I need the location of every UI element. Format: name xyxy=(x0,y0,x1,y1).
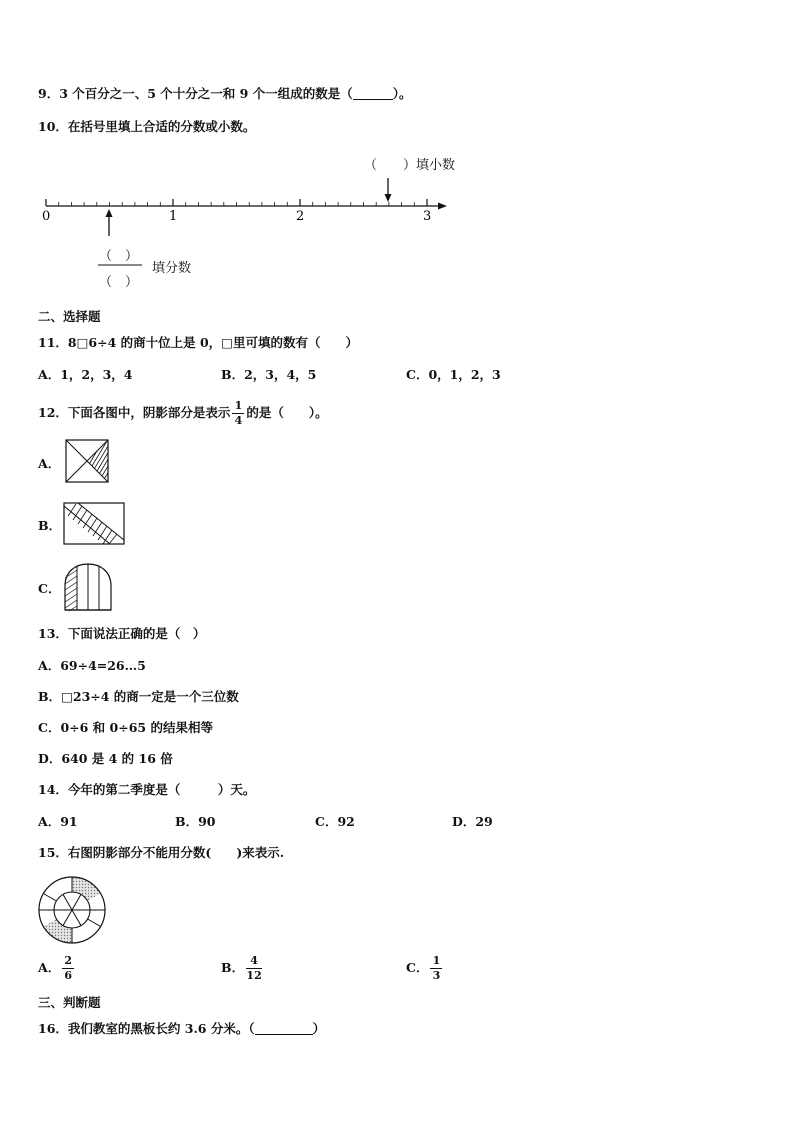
q10-top-label: （ ）填小数 xyxy=(364,158,456,173)
figure-c xyxy=(65,564,111,611)
q13-number: 13． xyxy=(38,626,68,641)
q12-frac-num: 1 xyxy=(234,399,243,412)
question-13 xyxy=(38,624,205,642)
q15-option-a-fraction xyxy=(62,955,74,982)
tick-label-1: 1 xyxy=(169,209,178,224)
q14-text: 今年的第二季度是（ ）天。 xyxy=(67,782,256,797)
q14-number: 14． xyxy=(38,782,68,797)
q13-option-d[interactable]: D．640 是 4 的 16 倍 xyxy=(38,751,173,766)
q15-circle-figure xyxy=(36,874,108,946)
q9-text-b: ）。 xyxy=(392,86,412,101)
q15-number: 15． xyxy=(38,845,68,860)
q11-option-b[interactable]: B．2，3，4，5 xyxy=(221,367,317,382)
q15-text: 右图阴影部分不能用分数( )来表示. xyxy=(67,845,285,860)
q12-number: 12． xyxy=(38,405,68,420)
q15-option-c-label: C． xyxy=(406,960,429,975)
q14-option-b[interactable]: B．90 xyxy=(175,814,216,829)
question-15 xyxy=(38,843,284,861)
q13-option-c[interactable]: C．0÷6 和 0÷65 的结果相等 xyxy=(38,720,213,735)
section-3-title: 三、判断题 xyxy=(38,995,101,1010)
q15-option-c-fraction xyxy=(430,955,442,982)
tick-label-0: 0 xyxy=(42,209,51,224)
number-line-arrowhead xyxy=(438,203,447,210)
q12-fraction xyxy=(232,400,244,427)
q9-text-a: 3 个百分之一、5 个十分之一和 9 个一组成的数是（ xyxy=(59,86,353,101)
q15-c-num: 1 xyxy=(432,954,441,967)
q15-option-a[interactable] xyxy=(38,955,76,982)
q10-number: 10． xyxy=(38,119,68,134)
q12-figures xyxy=(60,436,130,616)
q15-a-den: 6 xyxy=(64,969,73,982)
q16-number: 16． xyxy=(38,1021,68,1036)
q16-text-a: 我们教室的黑板长约 3.6 分米。（ xyxy=(67,1021,255,1036)
q13-text: 下面说法正确的是（ ） xyxy=(67,626,206,641)
figure-b xyxy=(64,503,124,544)
q11-number: 11． xyxy=(38,335,68,350)
q15-option-c[interactable] xyxy=(406,955,444,982)
fraction-numerator-paren[interactable]: （ ） xyxy=(99,249,139,264)
section-2-title: 二、选择题 xyxy=(38,309,101,324)
decimal-arrow-head xyxy=(385,194,392,202)
q16-text-b: ） xyxy=(312,1021,326,1036)
question-16 xyxy=(38,1019,325,1037)
q11-option-c[interactable]: C．0，1，2，3 xyxy=(406,367,501,382)
q9-number: 9． xyxy=(38,86,60,101)
q11-option-a[interactable]: A．1，2，3，4 xyxy=(38,367,133,382)
q14-option-a[interactable]: A．91 xyxy=(38,814,78,829)
fraction-arrow-head xyxy=(106,209,113,217)
q12-label-b[interactable]: B． xyxy=(38,518,62,533)
q13-option-b[interactable]: B．□23÷4 的商一定是一个三位数 xyxy=(38,689,239,704)
q11-text: 8□6÷4 的商十位上是 0，□里可填的数有（ ） xyxy=(67,335,358,350)
q10-bottom-label: 填分数 xyxy=(152,261,192,276)
q12-label-c[interactable]: C． xyxy=(38,581,61,596)
q15-c-den: 3 xyxy=(432,969,441,982)
question-12 xyxy=(38,400,328,427)
q12-text-b: 的是（ ）。 xyxy=(246,405,328,420)
q15-option-b[interactable] xyxy=(221,955,264,982)
tick-label-2: 2 xyxy=(296,209,305,224)
q16-answer-blank[interactable] xyxy=(255,1022,313,1035)
q15-option-b-label: B． xyxy=(221,960,245,975)
question-14 xyxy=(38,780,255,798)
tick-label-3: 3 xyxy=(423,209,432,224)
q15-option-b-fraction xyxy=(246,955,262,982)
q12-label-a[interactable]: A． xyxy=(38,456,61,471)
question-11 xyxy=(38,333,358,351)
q12-text-a: 下面各图中，阴影部分是表示 xyxy=(67,405,231,420)
q15-b-den: 12 xyxy=(246,969,262,982)
fraction-denominator-paren[interactable]: （ ） xyxy=(99,275,139,290)
q15-option-a-label: A． xyxy=(38,960,61,975)
q15-b-num: 4 xyxy=(250,954,258,967)
figure-a xyxy=(66,436,130,486)
q14-option-d[interactable]: D．29 xyxy=(452,814,493,829)
q13-option-a[interactable]: A．69÷4=26…5 xyxy=(38,658,146,673)
q12-frac-den: 4 xyxy=(234,414,243,427)
q10-text: 在括号里填上合适的分数或小数。 xyxy=(67,119,256,134)
q15-a-num: 2 xyxy=(64,954,73,967)
q14-option-c[interactable]: C．92 xyxy=(315,814,355,829)
